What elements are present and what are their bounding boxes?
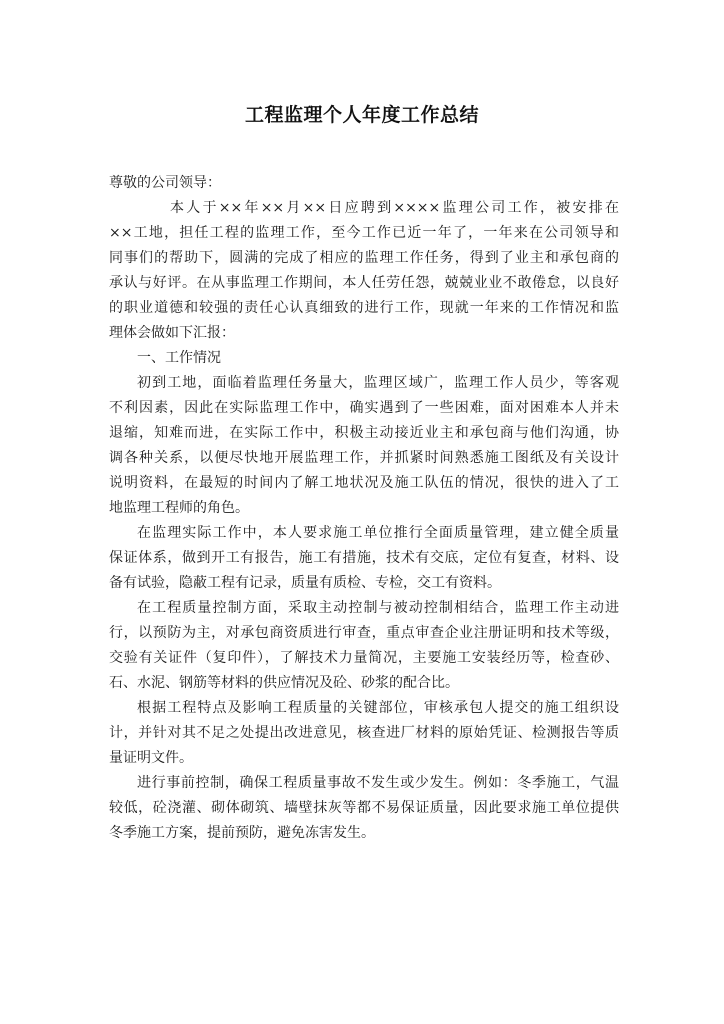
paragraph-line: 在监理实际工作中，本人要求施工单位推行全面质量管理，建立健全质量 — [137, 525, 619, 541]
intro-line: 本人于××年××月××日应聘到××××监理公司工作，被安排在 — [170, 200, 619, 216]
paragraph-line: 不利因素，因此在实际监理工作中，确实遇到了一些困难，面对困难本人并未 — [109, 400, 619, 416]
paragraph-line: 根据工程特点及影响工程质量的关键部位，审核承包人提交的施工组织设 — [137, 700, 619, 716]
paragraph-line: 行，以预防为主，对承包商资质进行审查，重点审查企业注册证明和技术等级， — [109, 625, 619, 641]
paragraph-line: 地监理工程师的角色。 — [109, 500, 249, 516]
intro-line: ××工地，担任工程的监理工作，至今工作已近一年了，一年来在公司领导和 — [109, 225, 619, 241]
intro-line: 同事们的帮助下，圆满的完成了相应的监理工作任务，得到了业主和承包商的 — [109, 250, 619, 266]
paragraph-line: 进行事前控制，确保工程质量事故不发生或少发生。例如：冬季施工，气温 — [137, 775, 619, 791]
salutation: 尊敬的公司领导： — [109, 175, 221, 191]
paragraph-line: 初到工地，面临着监理任务量大，监理区域广，监理工作人员少，等客观 — [137, 375, 619, 391]
paragraph-line: 交验有关证件（复印件），了解技术力量简况，主要施工安装经历等，检查砂、 — [109, 650, 619, 666]
paragraph-line: 量证明文件。 — [109, 750, 193, 766]
intro-line: 承认与好评。在从事监理工作期间，本人任劳任怨，兢兢业业不敢倦怠，以良好 — [109, 275, 619, 291]
paragraph-line: 冬季施工方案，提前预防，避免冻害发生。 — [109, 825, 375, 841]
paragraph-line: 石、水泥、钢筋等材料的供应情况及砼、砂浆的配合比。 — [109, 675, 459, 691]
paragraph-line: 调各种关系，以便尽快地开展监理工作，并抓紧时间熟悉施工图纸及有关设计 — [109, 450, 619, 466]
paragraph-line: 保证体系，做到开工有报告，施工有措施，技术有交底，定位有复查，材料、设 — [109, 550, 619, 566]
paragraph-line: 退缩，知难而进，在实际工作中，积极主动接近业主和承包商与他们沟通，协 — [109, 425, 619, 441]
intro-line: 理体会做如下汇报： — [109, 325, 235, 341]
paragraph-line: 计，并针对其不足之处提出改进意见，核查进厂材料的原始凭证、检测报告等质 — [109, 725, 619, 741]
paragraph-line: 在工程质量控制方面，采取主动控制与被动控制相结合，监理工作主动进 — [137, 600, 619, 616]
section-heading: 一、工作情况 — [137, 350, 221, 366]
document-title: 工程监理个人年度工作总结 — [244, 104, 479, 126]
paragraph-line: 较低，砼浇灌、砌体砌筑、墙壁抹灰等都不易保证质量，因此要求施工单位提供 — [109, 800, 619, 816]
intro-line: 的职业道德和较强的责任心认真细致的进行工作，现就一年来的工作情况和监 — [109, 300, 619, 316]
paragraph-line: 说明资料，在最短的时间内了解工地状况及施工队伍的情况，很快的进入了工 — [109, 475, 619, 491]
paragraph-line: 备有试验，隐蔽工程有记录，质量有质检、专检，交工有资料。 — [109, 575, 501, 591]
